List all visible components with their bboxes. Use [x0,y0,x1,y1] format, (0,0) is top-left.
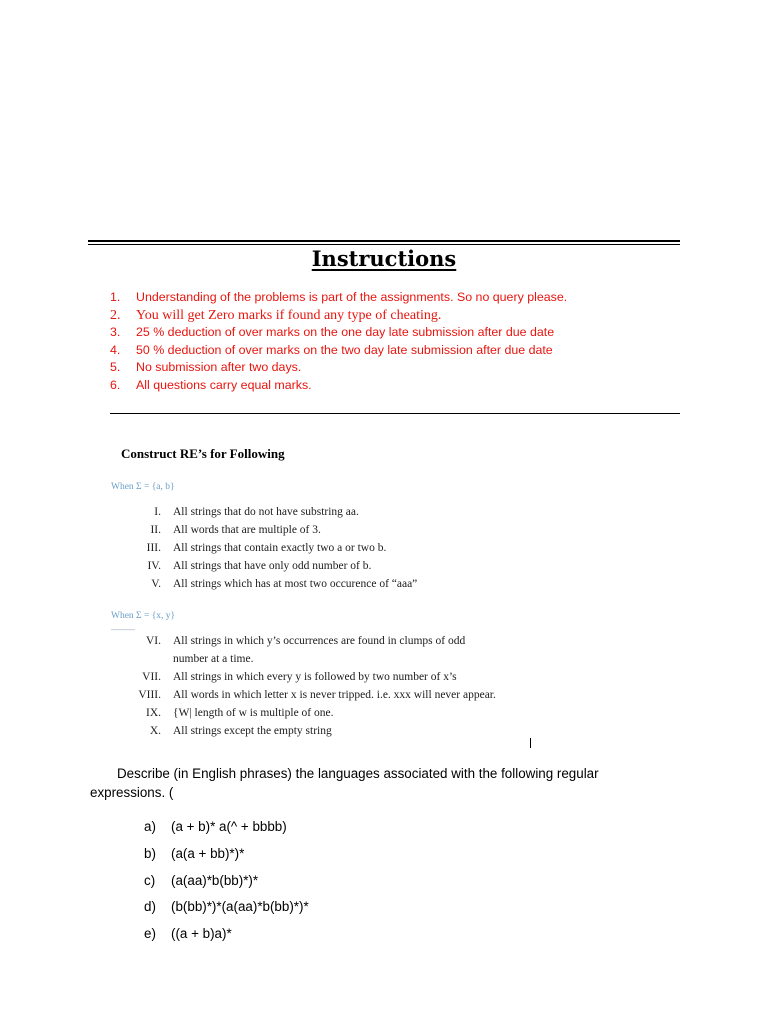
roman-numeral: VI. [145,635,161,647]
instruction-text: All questions carry equal marks. [136,377,312,392]
item-letter: c) [144,872,156,888]
list-item [145,632,503,668]
list-item [147,557,417,575]
question-text: {W| length of w is multiple of one. [173,707,334,719]
list-item [144,818,309,845]
instruction-number: 6. [110,377,121,392]
instruction-text: Understanding of the problems is part of the assignments. So no query please. [136,290,568,304]
list-item [145,704,503,722]
re-question-list-ab [146,503,418,593]
instructions-list [110,289,567,395]
roman-numeral: X. [149,725,161,737]
list-item [150,521,417,539]
instruction-item [110,307,567,325]
question-text: All strings except the empty string [173,725,332,737]
question-text: All strings that have only odd number of b. [173,560,372,572]
question-text: All words that are multiple of 3. [173,524,321,536]
re-question-list-xy [138,632,503,740]
roman-numeral: IX. [145,707,161,719]
top-rule [88,240,680,242]
instruction-item [110,359,567,377]
question-text: All strings that do not have substring aa. [173,506,359,518]
list-item [144,925,309,952]
decorative-mark: ――― [111,625,135,634]
instruction-item [110,342,567,360]
describe-intro-text: Describe (in English phrases) the languages associated with the following regular expressions. ( [90,766,599,800]
question-text: All strings in which y’s occurrences are found in clumps of odd number at a time. [173,635,466,665]
item-letter: d) [144,899,156,915]
instruction-text: 50 % deduction of over marks on the two day late submission after due date [136,342,553,357]
roman-numeral: I. [154,506,161,518]
regex-text: (a(a + bb)*)* [171,845,245,861]
item-letter: b) [144,845,156,861]
instruction-text: No submission after two days. [136,360,302,375]
instruction-number: 2. [110,307,121,323]
regex-list [144,818,309,952]
item-letter: e) [144,926,156,942]
question-text: All strings that contain exactly two a or two b. [173,542,387,554]
roman-numeral: IV. [147,560,161,572]
instruction-number: 1. [110,290,121,304]
instruction-number: 5. [110,360,121,375]
regex-text: (a + b)* a(^ + bbbb) [171,819,287,834]
question-text: All words in which letter x is never tripped. i.e. xxx will never appear. [173,689,496,701]
section-divider [110,413,680,414]
roman-numeral: III. [146,542,161,554]
regex-text: (b(bb)*)*(a(aa)*b(bb)*)* [171,899,309,915]
regex-text: (a(aa)*b(bb)*)* [171,872,259,888]
instruction-item [110,377,567,395]
page-title: Instructions [311,246,457,271]
list-item [146,539,417,557]
question-text: All strings which has at most two occurence of “aaa” [173,578,418,590]
list-item [151,575,418,593]
list-item [138,686,503,704]
roman-numeral: VIII. [138,689,161,701]
roman-numeral: VII. [142,671,161,683]
roman-numeral: II. [150,524,161,536]
list-item [144,872,309,899]
instruction-item [110,289,567,307]
question-text: All strings in which every y is followed by two number of x’s [173,671,457,683]
instruction-number: 4. [110,342,121,357]
item-letter: a) [144,819,156,834]
section-heading: Construct RE’s for Following [121,446,285,461]
list-item [144,845,309,872]
instruction-item [110,324,567,342]
list-item [142,668,503,686]
describe-intro [90,764,650,802]
instruction-text: You will get Zero marks if found any type of cheating. [136,307,442,323]
roman-numeral: V. [151,578,161,590]
list-item [149,722,503,740]
alphabet-label-ab: When Σ = {a, b} [111,482,175,492]
list-item [144,898,309,925]
instruction-text: 25 % deduction of over marks on the one day late submission after due date [136,325,555,340]
top-rule-thin [88,244,680,245]
list-item [154,503,417,521]
instruction-number: 3. [110,325,121,340]
text-cursor [530,738,531,748]
regex-text: ((a + b)a)* [171,926,232,942]
alphabet-label-xy: When Σ = {x, y} [111,611,176,621]
